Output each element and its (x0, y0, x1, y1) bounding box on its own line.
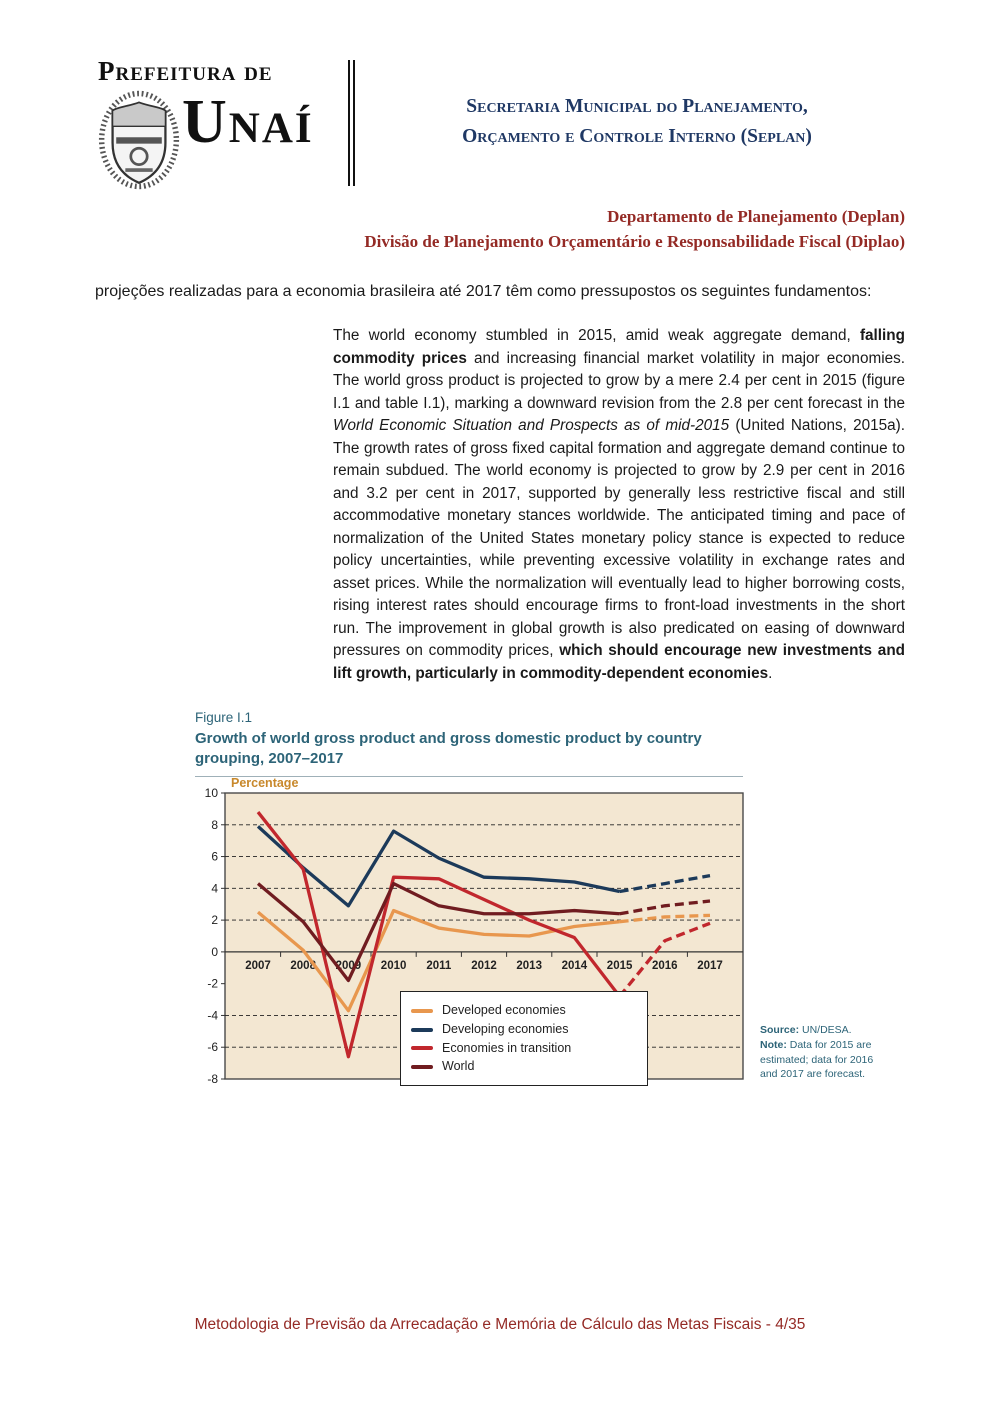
quoted-excerpt-paragraph (333, 325, 905, 685)
y-tick-label: 10 (204, 786, 218, 801)
legend-label: Developed economies (442, 1003, 566, 1018)
intro-paragraph: projeções realizadas para a economia brasileira até 2017 têm como pressupostos os seguintes fundamentos: (95, 283, 872, 301)
y-tick-label: -8 (207, 1072, 218, 1087)
y-tick-label: -6 (207, 1040, 218, 1055)
coat-of-arms-icon (98, 89, 180, 191)
text-run: falling commodity prices (333, 327, 905, 367)
x-tick-label: 2016 (652, 960, 678, 973)
source-note (760, 1023, 878, 1082)
x-tick-label: 2012 (471, 960, 497, 973)
text-run: The world economy stumbled in 2015, amid weak aggregate demand, (333, 327, 860, 345)
legend-swatch (411, 1046, 433, 1050)
department-line1: Departamento de Planejamento (Deplan) (607, 207, 905, 226)
figure-label: Figure I.1 (195, 710, 253, 726)
x-tick-label: 2017 (697, 960, 723, 973)
municipality-name: Unaí (182, 88, 314, 156)
secretariat-line1: Secretaria Municipal do Planejamento, (466, 96, 808, 117)
y-axis-unit-label: Percentage (231, 776, 299, 791)
municipality-logo (98, 58, 330, 191)
legend-label: Developing economies (442, 1021, 569, 1036)
legend-item (411, 1059, 637, 1075)
y-tick-label: 2 (211, 913, 218, 928)
secretariat-title (369, 58, 905, 152)
municipality-label: Prefeitura de (98, 56, 273, 86)
department-line2: Divisão de Planejamento Orçamentário e Responsabilidade Fiscal (Diplao) (364, 231, 905, 251)
text-run: and increasing financial market volatility in major economies. The world gross product is projected to grow by a mere 2.4 per cent in 2015 (figure I.1 and table I.1), marking a downward revision from the 2.8 per cent forecast in the (333, 349, 905, 412)
x-tick-label: 2009 (335, 960, 362, 973)
note-label: Note: (760, 1038, 787, 1051)
legend-item (411, 1022, 637, 1038)
y-tick-label: 8 (211, 818, 218, 833)
x-tick-label: 2010 (380, 960, 407, 973)
legend-item (411, 1003, 637, 1019)
text-run: (United Nations, 2015a). The growth rates of gross fixed capital formation and aggregate demand continue to remain subdued. The world economy is projected to grow by 2.9 per cent in 2016 and 3.2 per cent in 2017, supported by generally less restrictive fiscal and still accommodative monetary stances worldwide. The anticipated timing and pace of normalization of the United States monetary policy stance is expected to reduce policy uncertainties, while preventing excessive volatility in exchange rates and asset prices. While the normalization will eventually lead to higher borrowing costs, rising interest rates should encourage firms to front-load investments in the short run. The improvement in global growth is also predicated on easing of downward pressures on commodity prices, (333, 417, 905, 660)
y-tick-label: 0 (211, 945, 218, 960)
legend-item (411, 1041, 637, 1057)
legend-label: Economies in transition (442, 1040, 572, 1055)
line-chart (195, 776, 745, 1099)
x-tick-label: 2015 (606, 960, 633, 973)
legend-swatch (411, 1028, 433, 1032)
x-tick-label: 2008 (290, 960, 316, 973)
source-text: UN/DESA. (799, 1024, 852, 1037)
legend-swatch (411, 1065, 433, 1069)
letterhead (98, 58, 905, 191)
y-tick-label: -4 (207, 1008, 218, 1023)
y-tick-label: 4 (211, 881, 218, 896)
chart-legend (400, 991, 648, 1086)
x-tick-label: 2007 (245, 960, 271, 973)
text-run: which should encourage new investments and lift growth, particularly in commodity-dependent economies (333, 642, 906, 682)
figure-block (195, 709, 955, 1099)
y-tick-label: -2 (207, 976, 218, 991)
y-tick-label: 6 (211, 849, 218, 864)
legend-label: World (442, 1059, 475, 1074)
text-run: . (768, 664, 773, 682)
legend-swatch (411, 1009, 433, 1013)
page-footer: Metodologia de Previsão da Arrecadação e Memória de Cálculo das Metas Fiscais - 4/35 (194, 1316, 806, 1333)
source-label: Source: (760, 1024, 800, 1037)
x-tick-label: 2014 (561, 960, 588, 973)
note-text: Data for 2015 are estimated; data for 2016 and 2017 are forecast. (760, 1038, 874, 1081)
x-tick-label: 2013 (516, 960, 542, 973)
secretariat-line2: Orçamento e Controle Interno (Seplan) (462, 126, 812, 148)
header-divider (348, 60, 355, 186)
department-title (0, 205, 905, 254)
figure-title: Growth of world gross product and gross domestic product by country grouping, 2007–2017 (195, 729, 702, 768)
x-tick-label: 2011 (426, 960, 452, 973)
text-run: World Economic Situation and Prospects as of mid-2015 (333, 417, 730, 435)
